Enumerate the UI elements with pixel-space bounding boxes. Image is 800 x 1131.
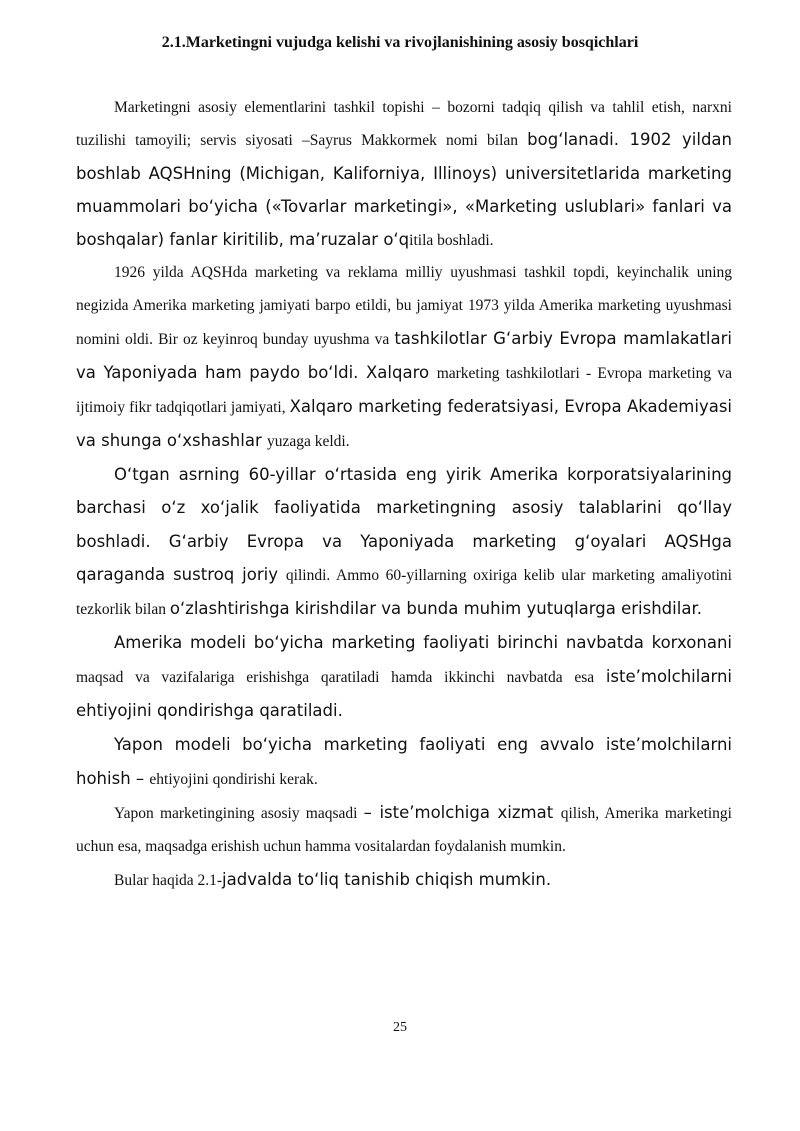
text-run: O‘tgan asrning 60-yillar o‘rtasida eng yirik Amerika korporatsiyalarining barchasi o‘z xo‘jalik faoliyatida marketingning asosiy talablarini qo‘llay boshladi. G‘arbiy Evropa va Yaponiyada marketing g‘oyalari AQSHga qaraganda sustroq joriy <box>76 464 732 585</box>
text-run: Yapon modeli bo‘yicha marketing faoliyati eng avvalo iste’molchilarni hohish – <box>76 735 732 789</box>
paragraph <box>76 459 732 627</box>
text-run: yuzaga keldi. <box>266 433 350 451</box>
text-run: qilindi. Ammo 60-yillarning oxiriga kelib ular marketing amaliyotini tezkorlik bilan <box>76 567 732 618</box>
text-run: iste’molchilarni ehtiyojini qondirishga qaratiladi. <box>76 667 732 721</box>
text-run: 1926 yilda AQSHda marketing va reklama milliy uyushmasi tashkil topdi, keyinchalik uning negizida Amerika marketing jamiyati barpo etildi, bu jamiyat 1973 yilda Amerika marketing uyushmasi nomini oldi. Bir oz keyinroq bunday uyushma va <box>76 264 732 349</box>
text-run: Yapon marketingining asosiy maqsadi <box>114 805 364 823</box>
text-run: jadvalda to‘liq tanishib chiqish mumkin. <box>222 870 552 890</box>
text-run: Marketingni asosiy elementlarini tashkil topishi – bozorni tadqiq qilish va tahlil etish, narxni tuzilishi tamoyili; servis siyosati –Sayrus Makkormek nomi bilan <box>76 99 732 150</box>
text-run: Xalqaro marketing federatsiyasi, Evropa Akademiyasi va shunga o‘xshashlar <box>76 397 732 451</box>
paragraph <box>76 626 732 728</box>
paragraph <box>76 728 732 796</box>
text-run: Bular haqida 2.1- <box>114 872 223 890</box>
paragraph <box>76 92 732 257</box>
section-heading: 2.1.Marketingni vujudga kelishi va rivojlanishining asosiy bosqichlari <box>161 34 639 51</box>
page-number: 25 <box>393 1020 407 1035</box>
text-run: qilish, Amerika marketingi uchun esa, maqsadga erishish uchun hamma vositalardan foydalanish mumkin. <box>76 805 732 856</box>
text-run: bog‘lanadi. 1902 yildan boshlab AQSHning (Michigan, Kaliforniya, Illinoys) universitetlarida marketing muammolari bo‘yicha («Tovarlar marketingi», «Marketing uslublari» fanlari va boshqalar) fanlar kiritilib, ma’ruzalar o‘q <box>76 130 733 250</box>
text-run: o‘zlashtirishga kirishdilar va bunda muhim yutuqlarga erishdilar. <box>169 598 702 618</box>
body-text <box>76 92 732 897</box>
text-run: – iste’molchiga xizmat <box>363 803 561 823</box>
text-run: ehtiyojini qondirishi kerak. <box>149 771 318 789</box>
paragraph <box>76 257 732 458</box>
paragraph <box>76 863 732 897</box>
text-run: Amerika modeli bo‘yicha marketing faoliyati birinchi navbatda korxonani <box>114 633 732 653</box>
text-run: marketing tashkilotlari - Evropa marketing va ijtimoiy fikr tadqiqotlari jamiyati, <box>76 365 732 417</box>
paragraph <box>76 796 732 863</box>
text-run: maqsad va vazifalariga erishishga qaratiladi hamda ikkinchi navbatda esa <box>76 669 606 687</box>
text-run: tashkilotlar G‘arbiy Evropa mamlakatlari va Yaponiyada ham paydo bo‘ldi. Xalqaro <box>76 329 732 383</box>
text-run: itila boshladi. <box>409 232 494 250</box>
